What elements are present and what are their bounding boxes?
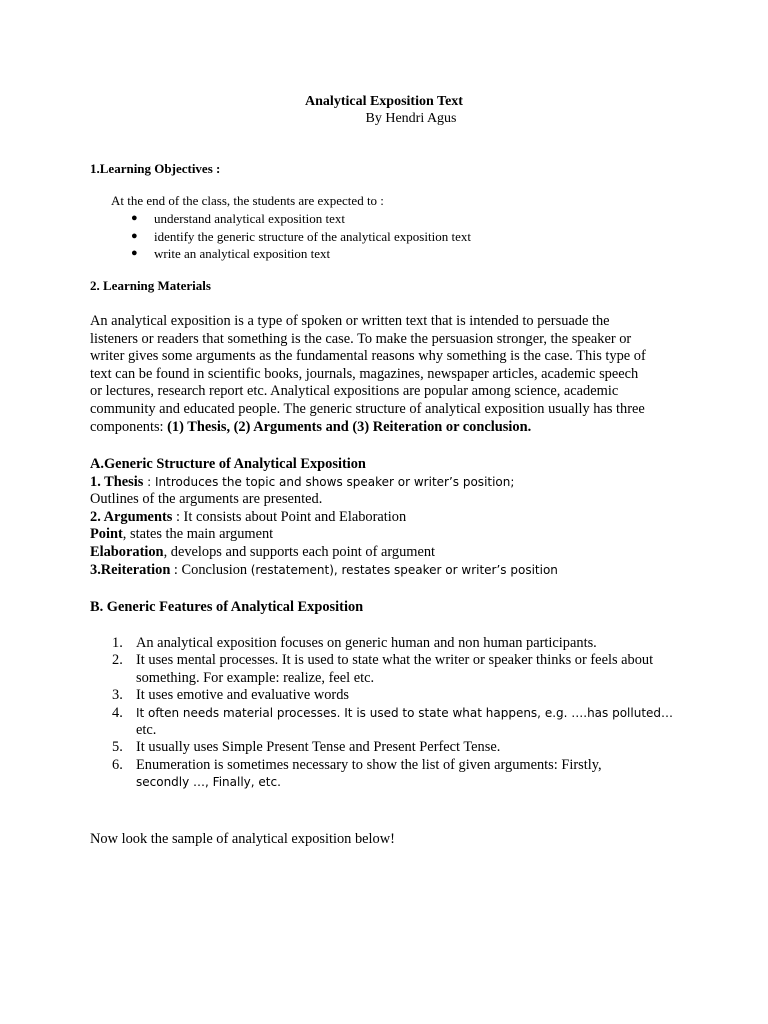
- bullet-icon: ●: [131, 229, 138, 242]
- generic-structure-section: A.Generic Structure of Analytical Exposition 1. Thesis : Introduces the topic and shows speaker or writer’s position; Outlines of the arguments are presented. 2. Arguments : It consists about Point and Elaboration Point, states the main argument Elaboration, develops and supports each point of argument 3.Reiteration : Conclusion (restatement), restates speaker or writer’s position: [90, 456, 558, 578]
- bullet-icon: ●: [131, 247, 138, 259]
- list-item: 6. Enumeration is sometimes necessary to show the list of given arguments: Firstly, secondly …, Finally, etc.: [112, 756, 602, 790]
- reiteration-label: 3.Reiteration: [90, 561, 171, 578]
- list-item: ● write an analytical exposition text: [131, 246, 331, 261]
- objectives-heading: 1.Learning Objectives :: [90, 161, 221, 176]
- features-list: [0, 635, 673, 792]
- list-item: ● identify the generic structure of the analytical exposition text: [131, 228, 471, 244]
- structure-heading: A.Generic Structure of Analytical Exposition: [90, 456, 366, 472]
- list-item: 5. It usually uses Simple Present Tense and Present Perfect Tense.: [112, 739, 501, 756]
- materials-heading: 2. Learning Materials: [90, 278, 211, 293]
- bullet-icon: ●: [131, 212, 138, 224]
- document-author: By Hendri Agus: [365, 111, 457, 126]
- objectives-list: [0, 210, 471, 263]
- arguments-label: 2. Arguments: [90, 508, 173, 525]
- list-item: 4. It often needs material processes. It is used to state what happens, e.g. ….has polluted… etc.: [112, 704, 674, 739]
- document-title: Analytical Exposition Text: [305, 94, 463, 109]
- objectives-intro: At the end of the class, the students are expected to :: [111, 193, 384, 208]
- list-item: ● understand analytical exposition text: [131, 211, 345, 226]
- point-label: Point: [90, 526, 123, 543]
- list-item: 3. It uses emotive and evaluative words: [112, 687, 349, 704]
- thesis-label: 1. Thesis: [90, 473, 144, 490]
- list-item: 2. It uses mental processes. It is used to state what the writer or speaker thinks or feels about something. For example: realize, feel etc.: [112, 652, 654, 686]
- elaboration-label: Elaboration: [90, 543, 164, 560]
- closing-sentence: Now look the sample of analytical exposition below!: [90, 831, 395, 847]
- list-item: 1. An analytical exposition focuses on generic human and non human participants.: [112, 635, 597, 651]
- components-summary: (1) Thesis, (2) Arguments and (3) Reiteration or conclusion.: [167, 418, 532, 435]
- materials-paragraph: An analytical exposition is a type of spoken or written text that is intended to persuade the listeners or readers that something is the case. To make the persuasion stronger, the speaker or writer gives some arguments as the fundamental reasons why something is the case. This type of text can be found in scientific books, journals, magazines, newspaper articles, academic speech or lectures, research report etc. Analytical expositions are popular among science, academic community and educated people. The generic structure of analytical exposition usually has three components: (1) Thesis, (2) Arguments and (3) Reiteration or conclusion.: [90, 313, 646, 435]
- features-heading: B. Generic Features of Analytical Exposition: [90, 599, 364, 615]
